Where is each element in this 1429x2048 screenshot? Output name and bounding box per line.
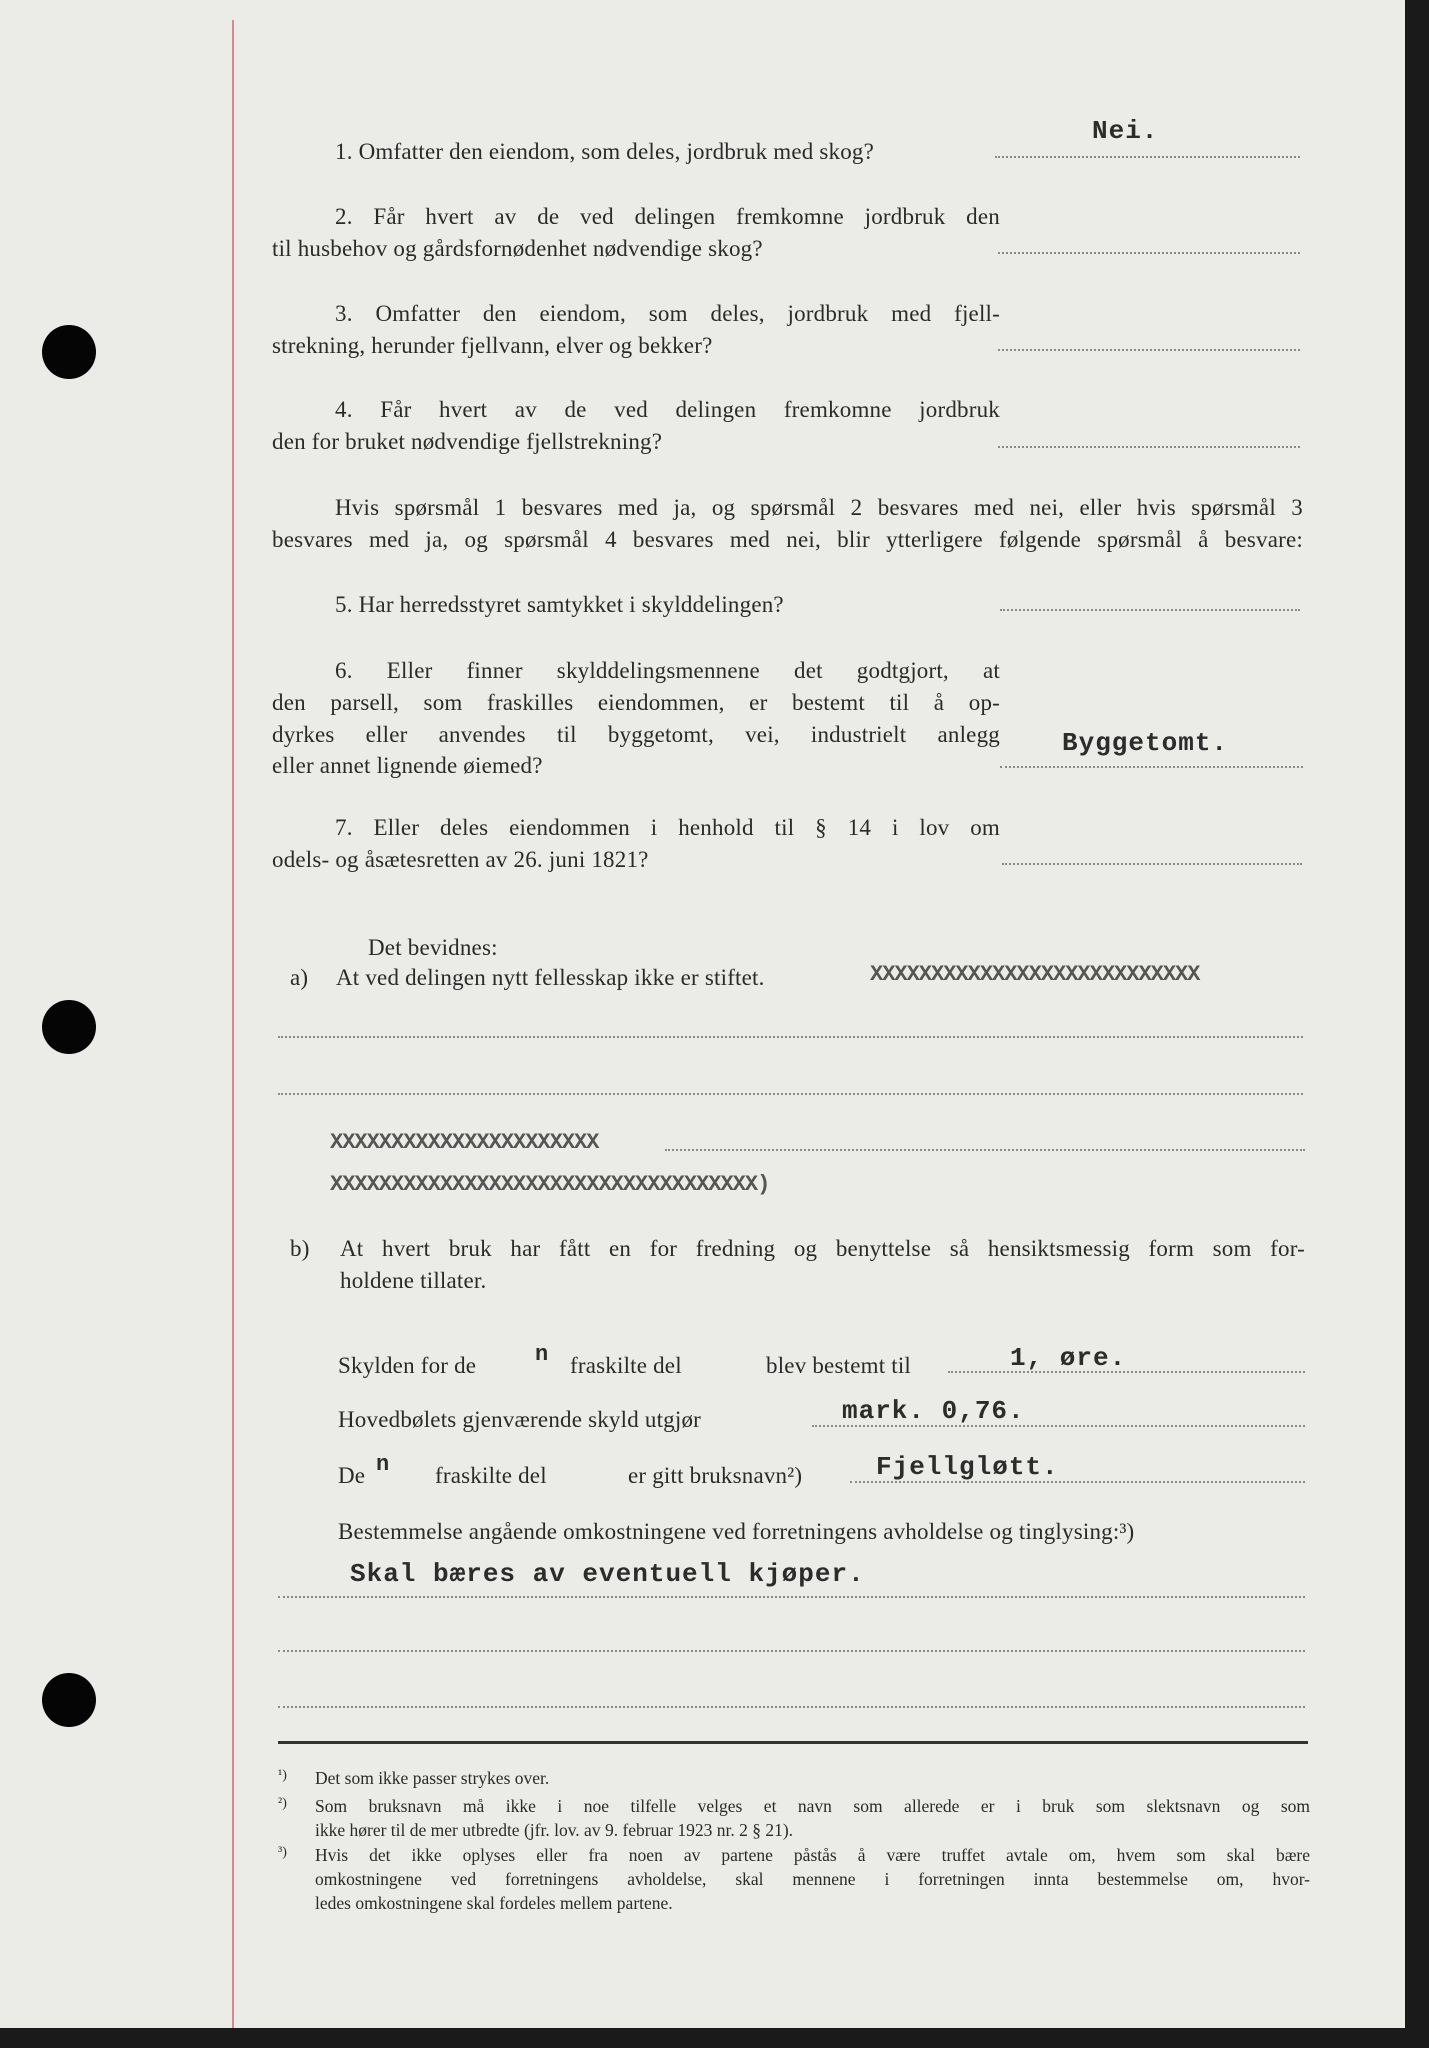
answer-line-6 xyxy=(1000,766,1303,768)
skyld-line-3-dots xyxy=(850,1481,1305,1483)
question-7-line-1: 7. Eller deles eiendommen i henhold til § 14 i lov om xyxy=(335,815,1000,840)
attest-a-text: At ved delingen nytt fellesskap ikke er stiftet. xyxy=(336,965,765,990)
skyld-line-1-mark: n xyxy=(535,1342,550,1367)
question-2-line-1: 2. Får hvert av de ved delingen fremkomne jordbruk den xyxy=(335,204,1000,229)
skyld-line-3-prefix: De xyxy=(338,1463,366,1488)
question-4-line-1: 4. Får hvert av de ved delingen fremkomne jordbruk xyxy=(335,397,1000,422)
question-3-line-1: 3. Omfatter den eiendom, som deles, jordbruk med fjell- xyxy=(335,301,1000,326)
skyld-line-4-value: Skal bæres av eventuell kjøper. xyxy=(350,1559,865,1589)
condition-line-1: Hvis spørsmål 1 besvares med ja, og spørsmål 2 besvares med nei, eller hvis spørsmål 3 xyxy=(335,495,1303,520)
punch-hole-bottom xyxy=(42,1673,96,1727)
question-6-line-3: dyrkes eller anvendes til byggetomt, vei, industrielt anlegg xyxy=(272,722,1000,747)
question-1-line-1: 1. Omfatter den eiendom, som deles, jordbruk med skog? xyxy=(335,139,875,164)
footnote-1-num: ¹) xyxy=(278,1768,287,1783)
question-4-line-2: den for bruket nødvendige fjellstrekning? xyxy=(272,429,663,454)
question-3-line-2: strekning, herunder fjellvann, elver og bekker? xyxy=(272,333,713,358)
question-2-line-2: til husbehov og gårdsfornødenhet nødvendige skog? xyxy=(272,236,763,261)
skyld-line-1-dots xyxy=(948,1371,1305,1373)
skyld-line-1-mid: fraskilte del xyxy=(570,1353,682,1378)
struck-line-1: XXXXXXXXXXXXXXXXXXXXXX xyxy=(330,1130,599,1155)
blank-line-1 xyxy=(278,1650,1305,1652)
attest-line-2 xyxy=(278,1093,1303,1095)
struck-line-1-dots xyxy=(665,1149,1305,1151)
punch-hole-middle xyxy=(42,1000,96,1054)
question-7-line-2: odels- og åsætesretten av 26. juni 1821? xyxy=(272,847,649,872)
margin-line xyxy=(232,20,234,2028)
answer-6: Byggetomt. xyxy=(1062,728,1229,758)
answer-line-4 xyxy=(998,446,1300,448)
attest-b-label: b) xyxy=(290,1236,310,1261)
footnote-3-line-1: Hvis det ikke oplyses eller fra noen av partene påstås å være truffet avtale om, hvem som skal bære xyxy=(315,1845,1310,1865)
skyld-line-4-dots xyxy=(278,1596,1305,1598)
skyld-line-2-prefix: Hovedbølets gjenværende skyld utgjør xyxy=(338,1407,702,1432)
skyld-line-1-prefix: Skylden for de xyxy=(338,1353,477,1378)
footnote-1-line-1: Det som ikke passer strykes over. xyxy=(315,1768,550,1788)
struck-line-2: XXXXXXXXXXXXXXXXXXXXXXXXXXXXXXXXXXX) xyxy=(330,1172,770,1197)
skyld-line-3-mid2: er gitt bruksnavn²) xyxy=(628,1463,803,1488)
footnote-rule xyxy=(278,1741,1308,1744)
skyld-line-3-mid: fraskilte del xyxy=(435,1463,547,1488)
answer-line-2 xyxy=(998,252,1300,254)
footnote-2-line-2: ikke hører til de mer utbredte (jfr. lov. av 9. februar 1923 nr. 2 § 21). xyxy=(315,1820,794,1840)
skyld-line-2-value: mark. 0,76. xyxy=(842,1396,1025,1426)
skyld-line-3-value: Fjellgløtt. xyxy=(876,1452,1059,1482)
blank-line-2 xyxy=(278,1706,1305,1708)
skyld-line-1-mid2: blev bestemt til xyxy=(766,1353,912,1378)
footnote-2-line-1: Som bruksnavn må ikke i noe tilfelle velges et navn som allerede er i bruk som slektsnavn og som xyxy=(315,1796,1310,1816)
answer-1: Nei. xyxy=(1092,116,1159,146)
condition-line-2: besvares med ja, og spørsmål 4 besvares med nei, blir ytterligere følgende spørsmål å besvare: xyxy=(272,527,1303,552)
question-6-line-1: 6. Eller finner skylddelingsmennene det godtgjort, at xyxy=(335,658,1000,683)
skyld-line-2-dots xyxy=(812,1425,1305,1427)
footnote-3-num: ³) xyxy=(278,1845,287,1860)
footnote-2-num: ²) xyxy=(278,1796,287,1811)
question-6-line-4: eller annet lignende øiemed? xyxy=(272,753,543,778)
attest-b-line-2: holdene tillater. xyxy=(340,1268,487,1293)
attest-heading: Det bevidnes: xyxy=(368,935,498,960)
skyld-line-3-mark: n xyxy=(376,1452,391,1477)
attest-b-line-1: At hvert bruk har fått en for fredning og benyttelse så hensiktsmessig form som for- xyxy=(340,1236,1305,1261)
attest-a-struck: XXXXXXXXXXXXXXXXXXXXXXXXXXX xyxy=(870,962,1200,987)
skyld-line-1-value: 1, øre. xyxy=(1010,1343,1127,1373)
answer-line-7 xyxy=(1002,863,1302,865)
skyld-line-4: Bestemmelse angående omkostningene ved forretningens avholdelse og tinglysing:³) xyxy=(338,1519,1135,1544)
punch-hole-top xyxy=(42,325,96,379)
footnote-3-line-3: ledes omkostningene skal fordeles mellem partene. xyxy=(315,1893,673,1913)
attest-a-label: a) xyxy=(290,965,309,990)
attest-line-1 xyxy=(278,1036,1303,1038)
footnote-3-line-2: omkostningene ved forretningens avholdelse, skal mennene i forretningen innta bestemmelse om, hvor- xyxy=(315,1869,1310,1889)
answer-line-1 xyxy=(995,156,1300,158)
answer-line-5 xyxy=(1000,609,1300,611)
question-5: 5. Har herredsstyret samtykket i skylddelingen? xyxy=(335,592,784,617)
answer-line-3 xyxy=(998,349,1300,351)
question-6-line-2: den parsell, som fraskilles eiendommen, er bestemt til å op- xyxy=(272,690,1000,715)
